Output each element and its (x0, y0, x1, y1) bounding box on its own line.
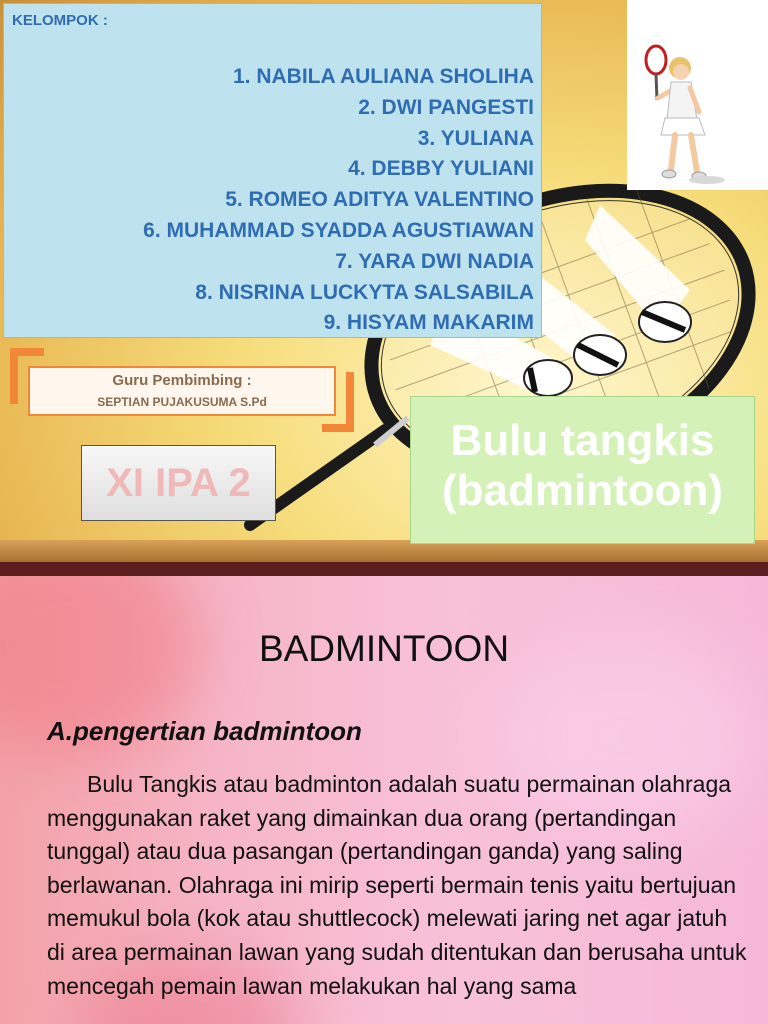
teacher-box (28, 366, 336, 416)
topic-title: Bulu tangkis (450, 416, 715, 465)
topic-subtitle: (badmintoon) (441, 466, 724, 515)
slide-title: BADMINTOON (258, 628, 510, 669)
list-item: 6. MUHAMMAD SYADDA AGUSTIAWAN (143, 218, 534, 242)
list-item: 9. HISYAM MAKARIM (323, 311, 534, 335)
list-item: 5. ROMEO ADITYA VALENTINO (225, 188, 534, 212)
tennis-player-image (627, 0, 768, 190)
list-item: 3. YULIANA (417, 126, 534, 150)
class-label: XI IPA 2 (106, 460, 251, 505)
body-paragraph: Bulu Tangkis atau badminton adalah suatu permainan olahraga menggunakan raket yang dimainkan dua orang (pertandingan tunggal) atau dua pasangan (pertandingan ganda) yang saling berlawanan. Olahraga ini mirip seperti bermain tenis yaitu bertujuan memukul bola (kok atau shuttlecock) melewati jaring net agar jatuh di area permainan lawan yang sudah ditentukan dan berusaha untuk mencegah pemain lawan melakukan hal yang sama (47, 771, 747, 999)
topic-box (410, 396, 755, 544)
list-item: 4. DEBBY YULIANI (348, 157, 534, 181)
list-item: 1. NABILA AULIANA SHOLIHA (233, 65, 534, 88)
section-heading: A.pengertian badmintoon (47, 716, 362, 746)
slide-divider (0, 562, 768, 576)
list-item: 8. NISRINA LUCKYTA SALSABILA (195, 280, 534, 304)
group-members-box (3, 3, 542, 338)
list-item: 7. YARA DWI NADIA (335, 249, 534, 273)
teacher-name: SEPTIAN PUJAKUSUMA S.Pd (97, 395, 267, 409)
member-list (143, 62, 534, 339)
group-label: KELOMPOK : (12, 12, 108, 29)
content-slide (0, 576, 768, 1024)
class-box (81, 445, 276, 521)
tennis-player-icon (627, 0, 768, 190)
teacher-label: Guru Pembimbing : (112, 372, 252, 389)
list-item: 2. DWI PANGESTI (358, 95, 534, 119)
